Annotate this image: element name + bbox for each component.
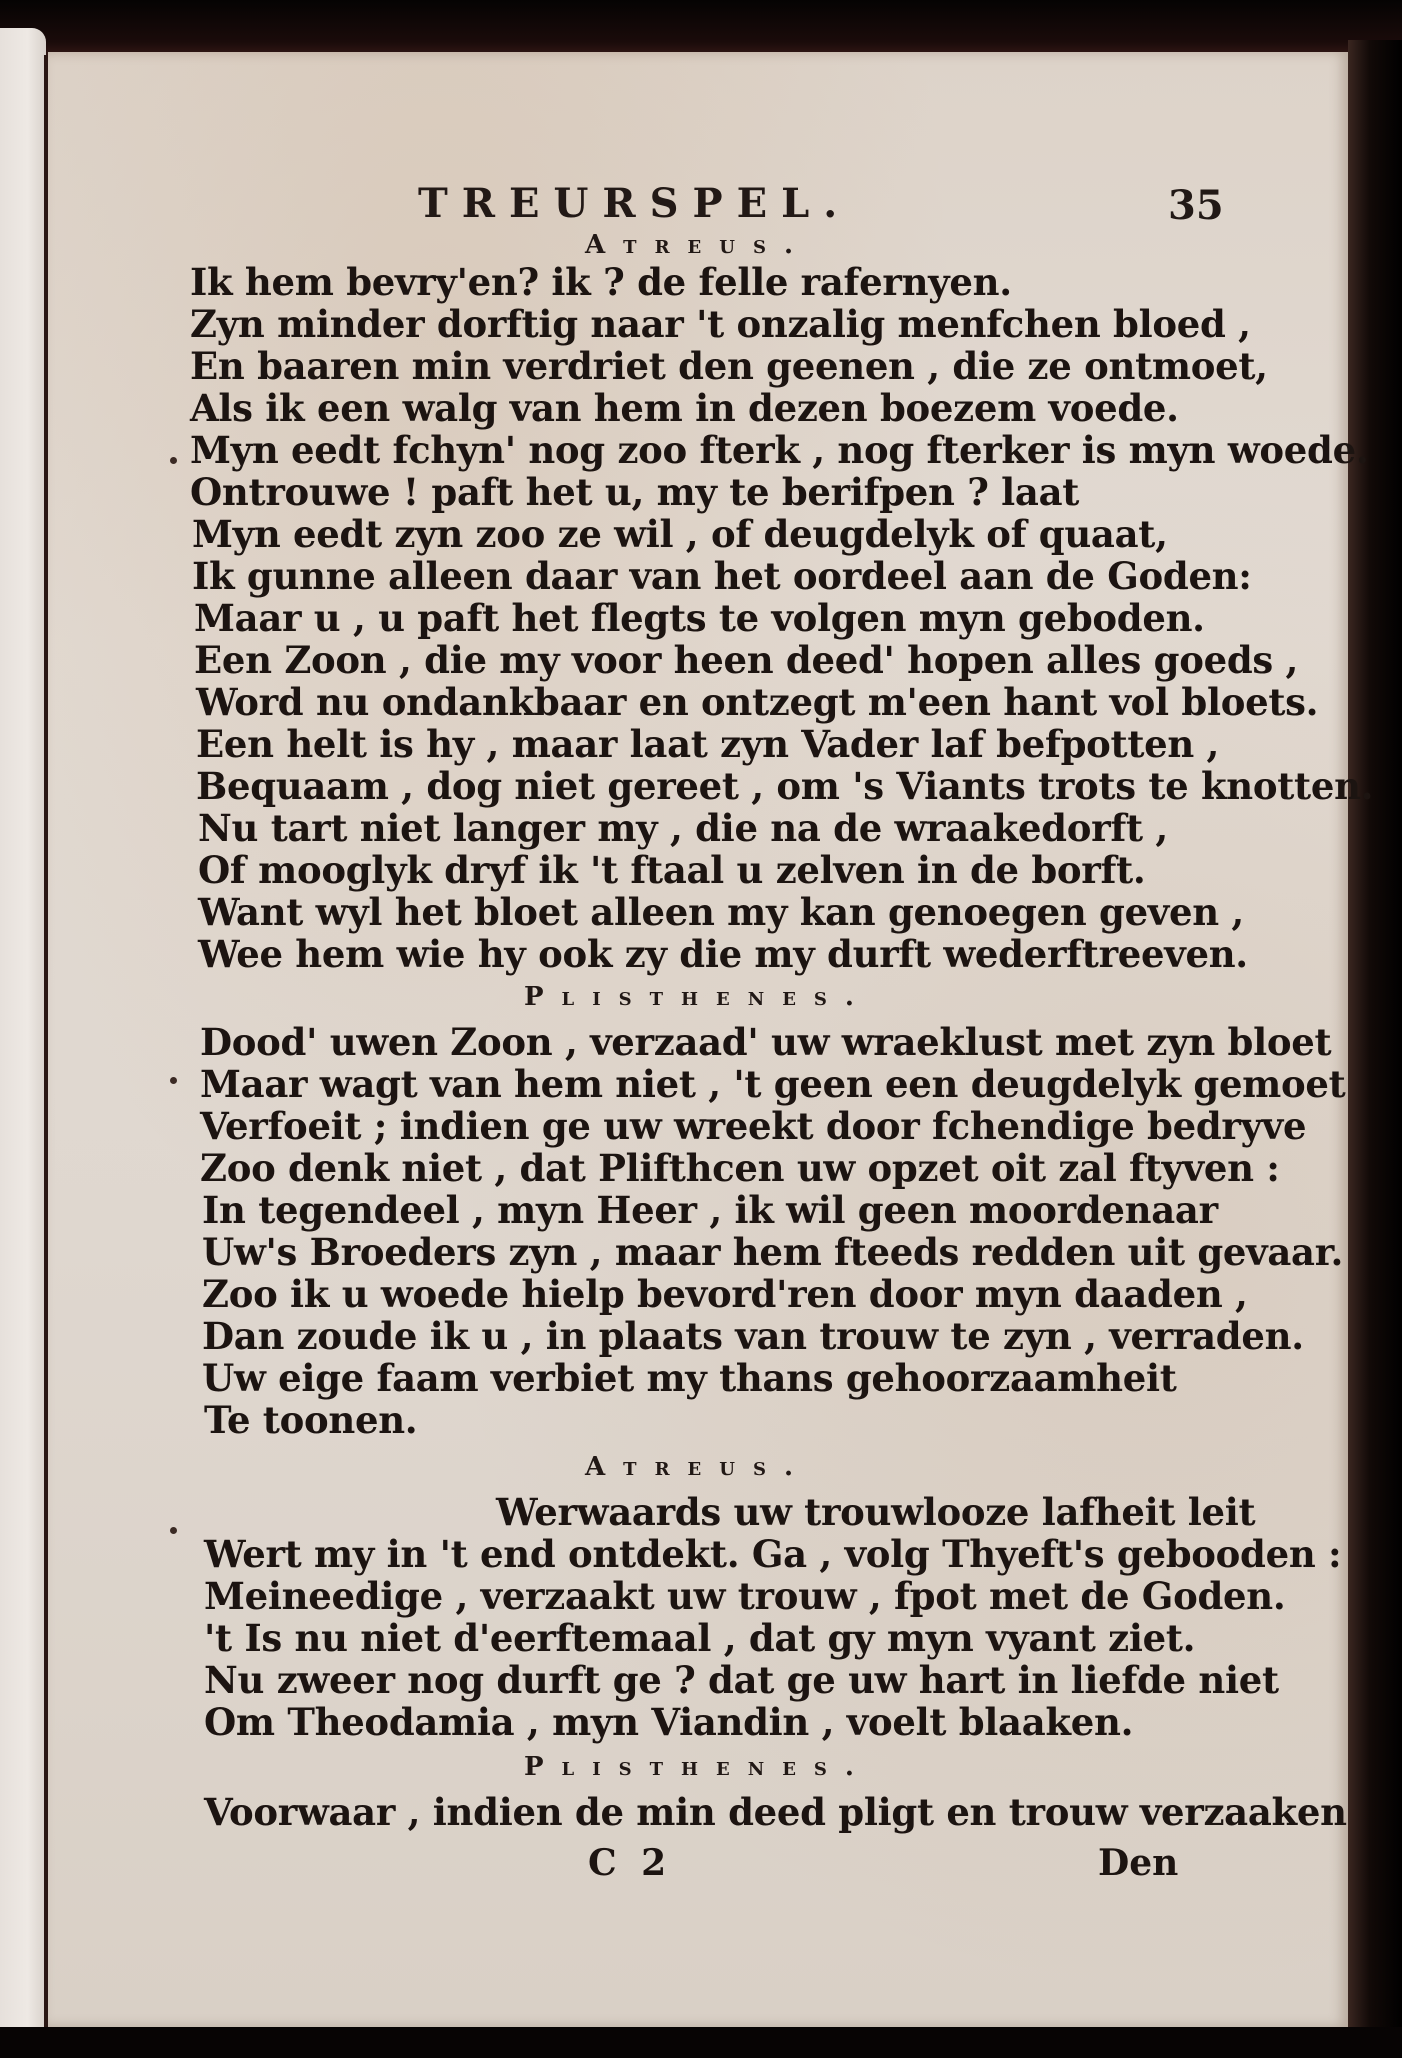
verse-line: Word nu ondankbaar en ontzegt m'een hant vol bloets. <box>196 680 1319 724</box>
speaker-heading: Plisthenes. <box>524 1752 872 1782</box>
signature-mark: C 2 <box>588 1842 673 1884</box>
verse-line: Dood' uwen Zoon , verzaad' uw wraeklust met zyn bloet <box>200 1020 1332 1064</box>
verse-line: Een helt is hy , maar laat zyn Vader laf befpotten , <box>196 722 1220 766</box>
verse-line: Ik gunne alleen daar van het oordeel aan de Goden: <box>192 554 1252 598</box>
verse-line: Want wyl het bloet alleen my kan genoegen geven , <box>198 890 1245 934</box>
verse-line: Maar wagt van hem niet , 't geen een deugdelyk gemoet <box>200 1062 1346 1106</box>
verse-line: Voorwaar , indien de min deed pligt en trouw verzaaken <box>204 1790 1347 1834</box>
verse-line: Maar u , u paft het flegts te volgen myn geboden. <box>194 596 1205 640</box>
verse-line: Om Theodamia , myn Viandin , voelt blaaken. <box>204 1700 1134 1744</box>
verse-line: Dan zoude ik u , in plaats van trouw te zyn , verraden. <box>202 1314 1304 1358</box>
verse-line: Ontrouwe ! paft het u, my te berifpen ? laat <box>190 470 1080 514</box>
background-bottom <box>0 2027 1402 2058</box>
speaker-heading: Atreus. <box>585 230 811 260</box>
verse-line: Of mooglyk dryf ik 't ftaal u zelven in de borft. <box>198 848 1146 892</box>
verse-line: Wee hem wie hy ook zy die my durft wederftreeven. <box>198 932 1248 976</box>
verse-line: Meineedige , verzaakt uw trouw , fpot met de Goden. <box>204 1574 1286 1618</box>
page-text <box>48 52 1374 2027</box>
verse-line: Myn eedt fchyn' nog zoo fterk , nog fterker is myn woede. <box>190 428 1369 472</box>
verse-line: Uw eige faam verbiet my thans gehoorzaamheit <box>202 1356 1177 1400</box>
verse-line: En baaren min verdriet den geenen , die ze ontmoet, <box>190 344 1268 388</box>
verse-line: Ik hem bevry'en? ik ? de felle rafernyen. <box>190 260 1012 304</box>
verse-line: Nu tart niet langer my , die na de wraakedorft , <box>198 806 1168 850</box>
verse-line: Bequaam , dog niet gereet , om 's Viants trots te knotten. <box>196 764 1374 808</box>
running-head <box>48 180 1348 230</box>
verse-line: Myn eedt zyn zoo ze wil , of deugdelyk of quaat, <box>192 512 1168 556</box>
verse-line: Werwaards uw trouwlooze lafheit leit <box>496 1490 1256 1534</box>
verse-line: Zoo denk niet , dat Plifthcen uw opzet oit zal ftyven : <box>200 1146 1280 1190</box>
verse-line: Verfoeit ; indien ge uw wreekt door fchendige bedryve <box>200 1104 1307 1148</box>
verse-line: Te toonen. <box>204 1398 418 1442</box>
verse-line: Een Zoon , die my voor heen deed' hopen alles goeds , <box>194 638 1299 682</box>
verse-line: Uw's Broeders zyn , maar hem fteeds redden uit gevaar. <box>202 1230 1344 1274</box>
verse-line: Als ik een walg van hem in dezen boezem voede. <box>190 386 1179 430</box>
verse-line: In tegendeel , myn Heer , ik wil geen moordenaar <box>202 1188 1218 1232</box>
verse-line: Zoo ik u woede hielp bevord'ren door myn daaden , <box>202 1272 1248 1316</box>
book-cover-edge <box>1348 40 1402 2058</box>
speaker-heading: Atreus. <box>585 1452 811 1482</box>
verse-line: Wert my in 't end ontdekt. Ga , volg Thyeft's gebooden : <box>204 1532 1342 1576</box>
binding-top-shadow <box>0 0 1402 60</box>
catchword: Den <box>1098 1842 1179 1884</box>
book-page <box>48 52 1374 2027</box>
verse-line: Zyn minder dorftig naar 't onzalig menfchen bloed , <box>190 302 1251 346</box>
verse-line: 't Is nu niet d'eerftemaal , dat gy myn vyant ziet. <box>204 1616 1196 1660</box>
facing-page-edge <box>0 28 46 2038</box>
page-number: 35 <box>1168 182 1224 229</box>
speaker-heading: Plisthenes. <box>524 982 872 1012</box>
running-title: TREURSPEL. <box>418 180 852 227</box>
verse-line: Nu zweer nog durft ge ? dat ge uw hart in liefde niet <box>204 1658 1279 1702</box>
